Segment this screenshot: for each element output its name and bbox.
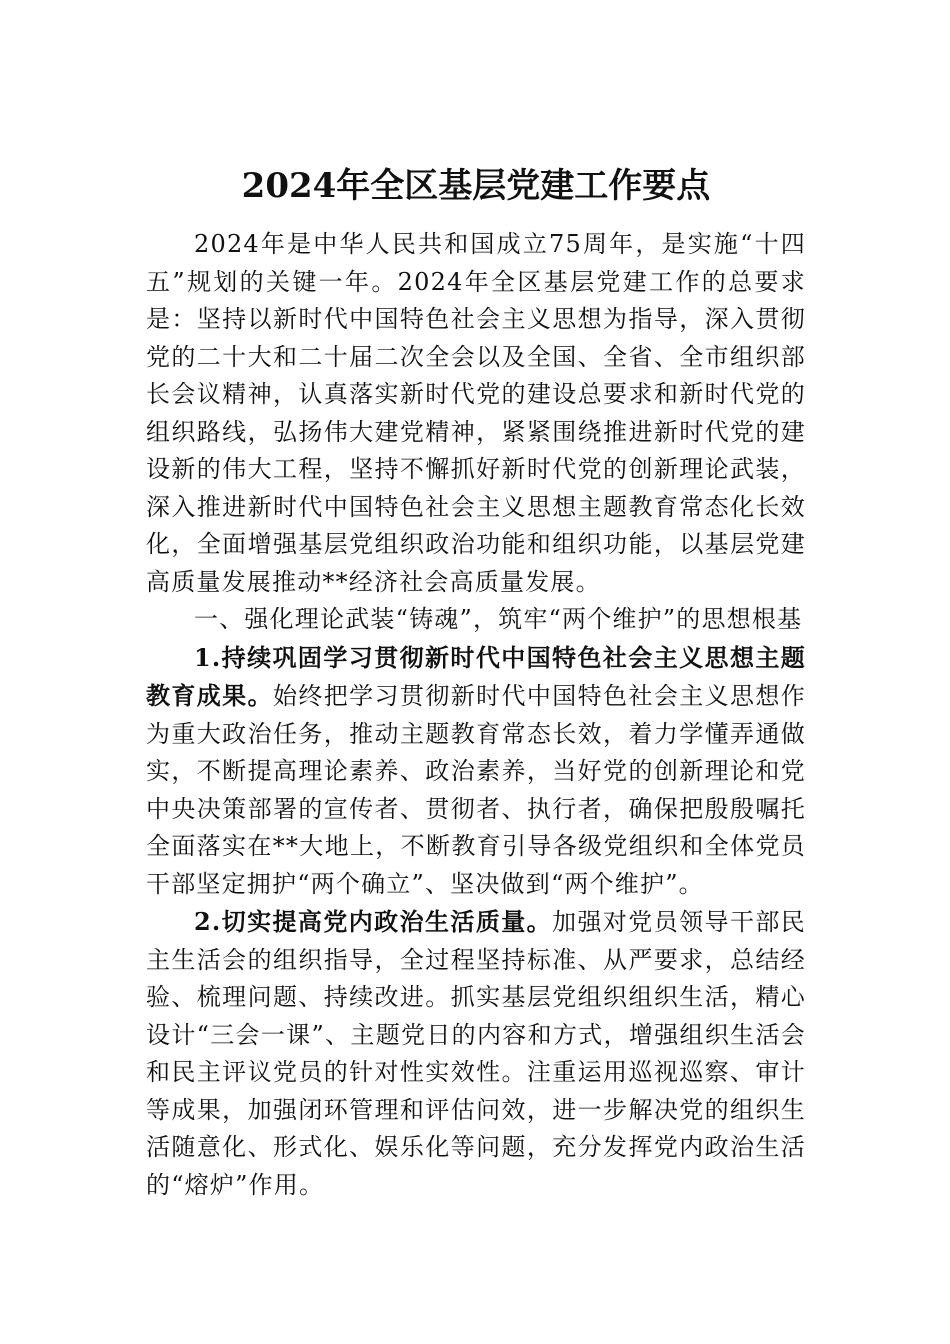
section-1-heading: 一、强化理论武装“铸魂”，筑牢“两个维护”的思想根基 [194,605,803,633]
item-2-lead: 2.切实提高党内政治生活质量。 [194,907,553,936]
intro-paragraph: 2024年是中华人民共和国成立75周年，是实施“十四五”规划的关键一年。2024年全区基层党建工作的总要求是：坚持以新时代中国特色社会主义思想为指导，深入贯彻党的二十大和二十届二次全会以及全国、全省、全市组织部长会议精神，认真落实新时代党的建设总要求和新时代党的组织路线，弘扬伟大建党精神，紧紧围绕推进新时代党的建设新的伟大工程，坚持不懈抓好新时代党的创新理论武装，深入推进新时代中国特色社会主义思想主题教育常态化长效化，全面增强基层党组织政治功能和组织功能，以基层党建高质量发展推动**经济社会高质量发展。 [146,230,806,596]
item-1-lead: 1.持续巩固学习贯彻新时代中国特色社会主义思想主题教育成果。 [146,642,806,710]
document-title: 2024年全区基层党建工作要点 [241,166,711,206]
document-body [146,226,806,1204]
item-2-paragraph [146,903,806,1204]
item-1-paragraph [146,639,806,904]
item-2-body: 加强对党员领导干部民主生活会的组织指导，全过程坚持标准、从严要求，总结经验、梳理问题、持续改进。抓实基层党组织组织生活，精心设计“三会一课”、主题党日的内容和方式，增强组织生活会和民主评议党员的针对性实效性。注重运用巡视巡察、审计等成果，加强闭环管理和评估问效，进一步解决党的组织生活随意化、形式化、娱乐化等问题，充分发挥党内政治生活的“熔炉”作用。 [146,908,806,1199]
item-1-body: 始终把学习贯彻新时代中国特色社会主义思想作为重大政治任务，推动主题教育常态长效，着力学懂弄通做实，不断提高理论素养、政治素养，当好党的创新理论和党中央决策部署的宣传者、贯彻者、执行者，确保把殷殷嘱托全面落实在**大地上，不断教育引导各级党组织和全体党员干部坚定拥护“两个确立”、坚决做到“两个维护”。 [146,682,807,898]
